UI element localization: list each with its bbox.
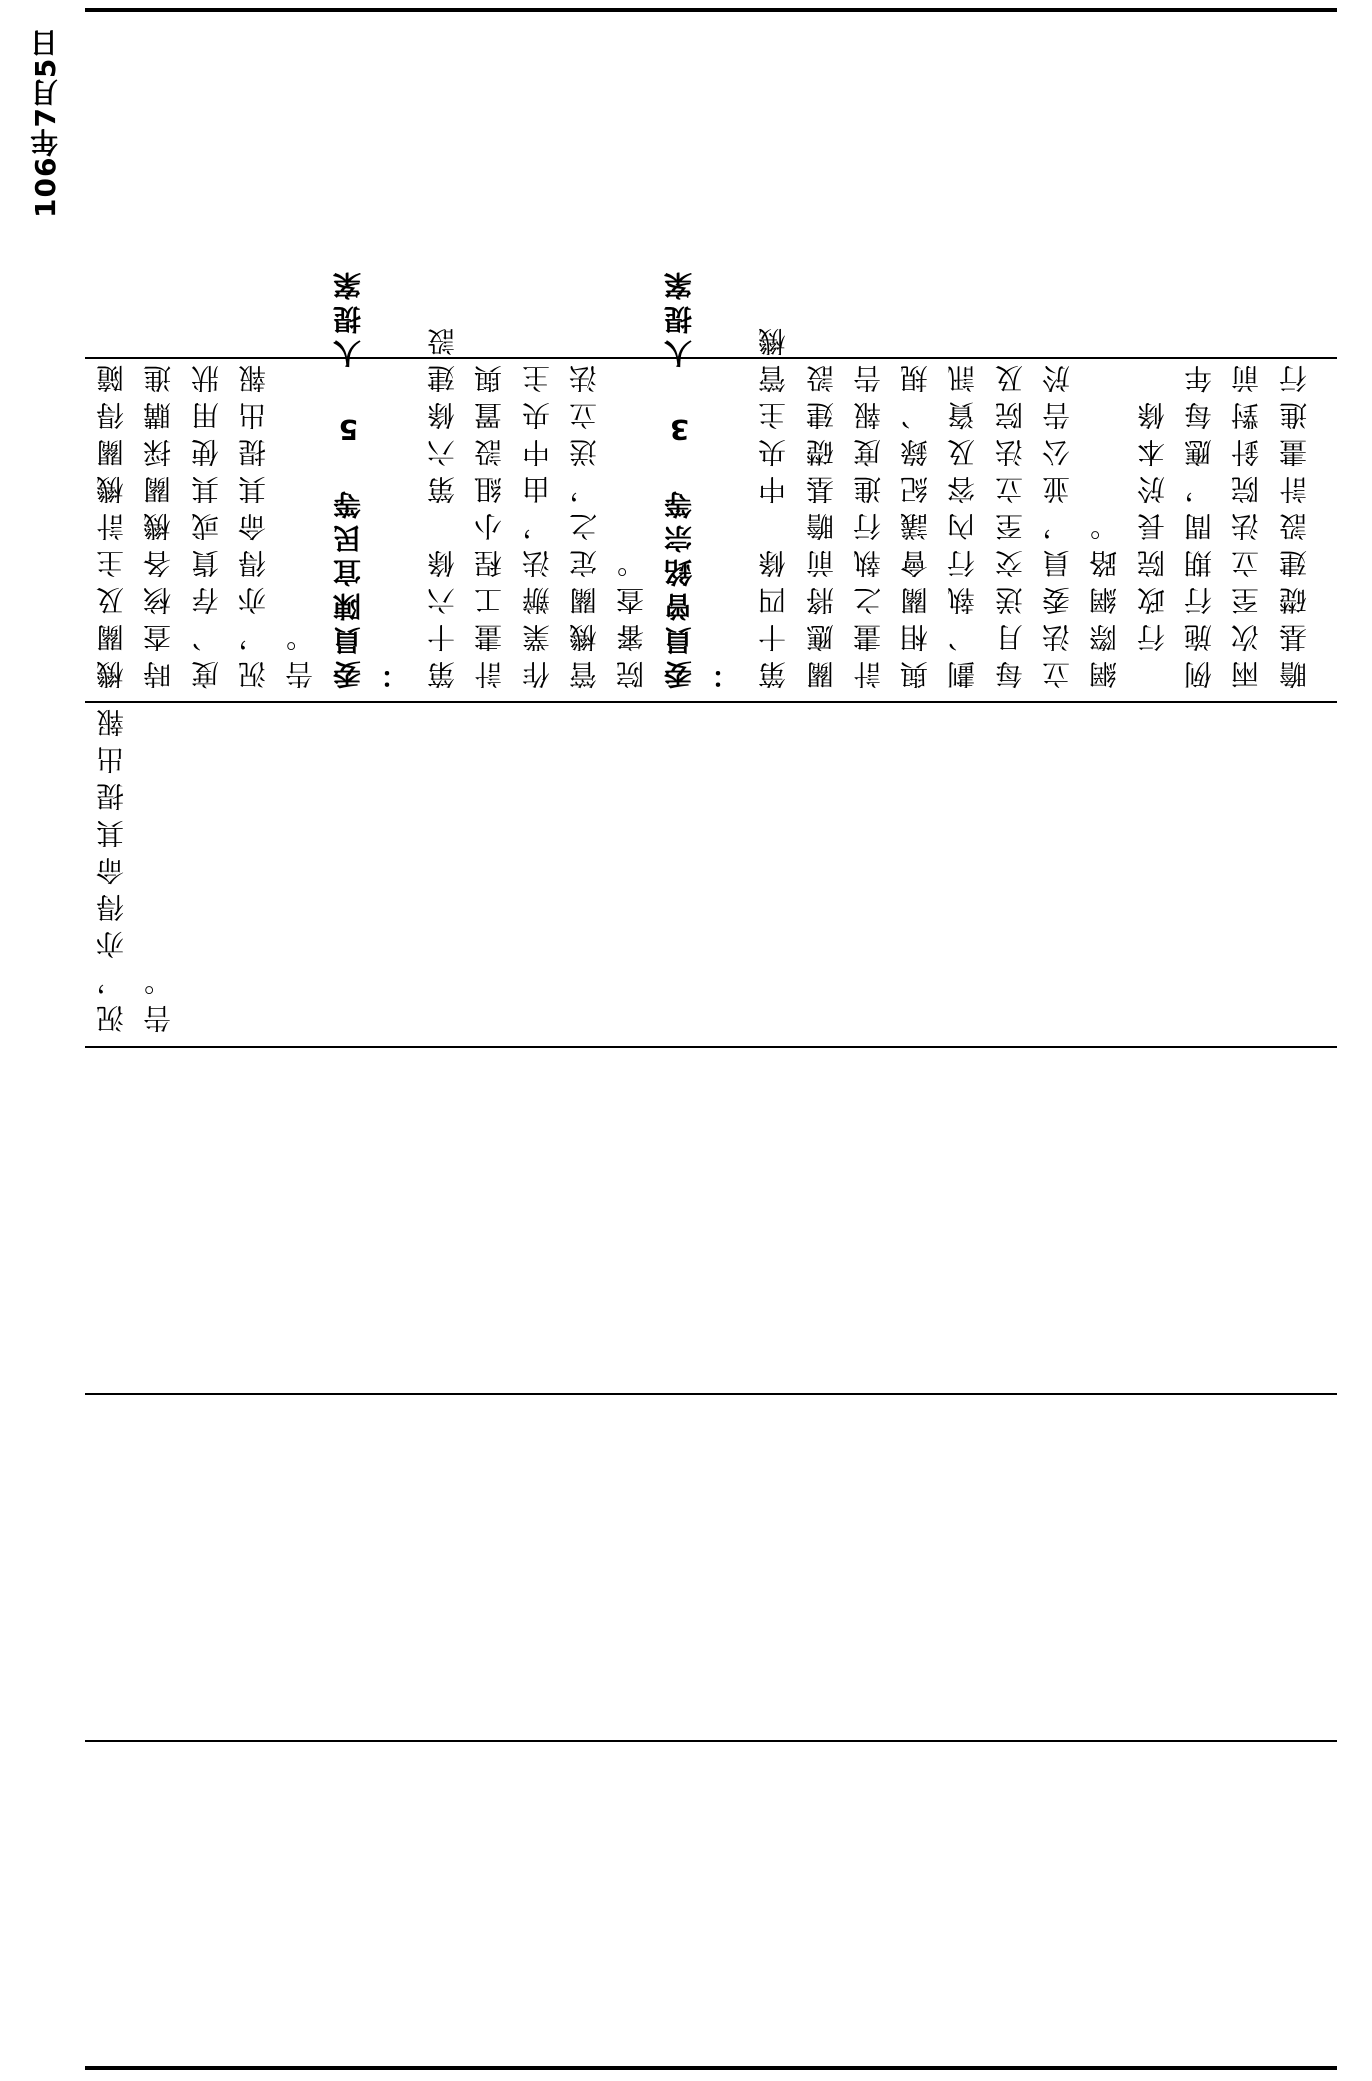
- row2-text-column: 管機關定之，送立法: [568, 356, 601, 689]
- row2-text-column: 時查核各機關採購進: [142, 356, 176, 689]
- row2-text-column: 第十四條 中央主管機: [757, 319, 791, 689]
- row2-text-column: 例施行期間，應每年: [1182, 356, 1216, 689]
- row2-text-column: 計畫之執行進度報告: [851, 356, 885, 689]
- row2-text-column: 瞻基礎建設計畫進行: [1277, 356, 1311, 689]
- row-divider-4: [85, 1393, 1337, 1395]
- row-divider-5: [85, 1740, 1337, 1742]
- row2-text-column: 行政院長於本條: [1135, 393, 1169, 689]
- row2-text-column: 網際網路。: [1088, 504, 1122, 689]
- row2-text-column: ：: [709, 655, 743, 689]
- row2-text-column: 委員曾銘宗等 3 人提案: [662, 266, 696, 689]
- row-2-cell: [93, 266, 1333, 701]
- page-date: 106年7月5日: [29, 28, 62, 218]
- row2-text-column: 與相關會議紀錄、規: [899, 356, 933, 689]
- row2-text-column: 告。: [284, 615, 318, 689]
- table-bottom-border: [85, 2066, 1337, 2070]
- row2-text-column: 關應將前瞻基礎建設: [804, 356, 838, 689]
- row2-text-column: 機關及主計機關得隨: [95, 356, 128, 689]
- row2-text-column: 計畫工程小組設置與: [473, 356, 507, 689]
- row2-text-column: 立法委員，並公告於: [1041, 356, 1074, 689]
- row2-text-column: 況，亦得命其提出報: [236, 356, 270, 689]
- row2-text-column: 劃、執行內容及資訊: [946, 356, 980, 689]
- row-divider-3: [85, 1046, 1337, 1048]
- row2-text-column: ：: [378, 655, 412, 689]
- row2-text-column: 每月送交至立法院及: [993, 356, 1027, 689]
- row2-text-column: 作業辦法，由中央主: [520, 356, 554, 689]
- document-table: [85, 0, 1337, 2081]
- row3-text-column: 告。: [142, 959, 176, 1033]
- row-3-cell: [93, 700, 1333, 1046]
- row2-text-column: 院審查。: [615, 541, 649, 689]
- row2-text-column: 度、存貨或其使用狀: [189, 356, 223, 689]
- row2-text-column: 委員陳宜民等 5 人提案: [331, 266, 365, 689]
- row2-text-column: 兩次至立法院針對前: [1230, 356, 1264, 689]
- row2-text-column: 第十六條 第六條建設: [426, 319, 460, 689]
- table-top-border: [85, 8, 1337, 12]
- row3-text-column: 況，亦得命其提出報: [95, 700, 128, 1033]
